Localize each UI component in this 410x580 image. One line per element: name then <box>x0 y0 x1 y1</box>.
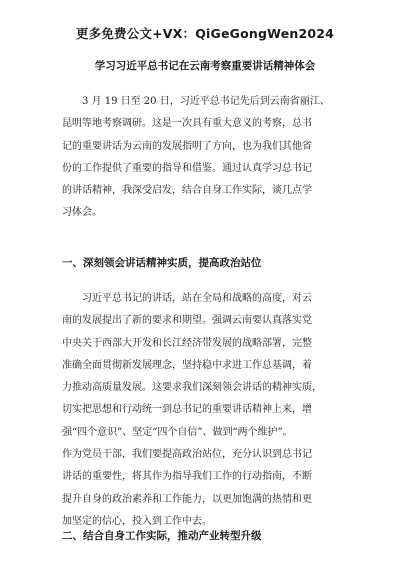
intro-line: 昆明等地考察调研。这是一次具有重大意义的考察，总书 <box>62 118 312 130</box>
intro-line: 份的工作提供了重要的指导和借鉴。通过认真学习总书记 <box>62 162 312 174</box>
promo-banner: 更多免费公文+VX：QiGeGongWen2024 <box>75 26 335 41</box>
intro-line: 3 月 19 日至 20 日，习近平总书记先后到云南省丽江、 <box>82 96 330 107</box>
paragraph-line: 作为党员干部，我们要提高政治站位，充分认识到总书记 <box>62 449 312 461</box>
paragraph-line: 南的发展提出了新的要求和期望。强调云南要认真落实党 <box>62 315 312 327</box>
paragraph-line: 习近平总书记的讲话，站在全局和战略的高度，对云 <box>82 293 312 304</box>
paragraph-line: 切实把思想和行动统一到总书记的重要讲话精神上来，增 <box>62 404 312 416</box>
paragraph-line: 讲话的重要性，将其作为指导我们工作的行动指南，不断 <box>62 471 312 483</box>
paragraph-line: 中央关于西部大开发和长江经济带发展的战略部署，完整 <box>62 337 312 349</box>
section-2-heading: 二、结合自身工作实际，推动产业转型升级 <box>62 530 262 542</box>
section-1-heading: 一、深刻领会讲话精神实质，提高政治站位 <box>62 257 262 269</box>
section-1-paragraph <box>62 288 354 533</box>
paragraph-line: 强“四个意识”、坚定“四个自信”、做到“两个维护”。 <box>62 426 293 438</box>
intro-line: 记的重要讲话为云南的发展指明了方向，也为我们其他省 <box>62 140 312 152</box>
document-title: 学习习近平总书记在云南考察重要讲话精神体会 <box>94 60 316 72</box>
paragraph-line: 提升自身的政治素养和工作能力，以更加饱满的热情和更 <box>62 493 312 505</box>
paragraph-line: 准确全面贯彻新发展理念，坚持稳中求进工作总基调，着 <box>62 359 312 371</box>
paragraph-line: 力推动高质量发展。这要求我们深刻领会讲话的精神实质， <box>62 382 322 394</box>
paragraph-line: 加坚定的信心，投入到工作中去。 <box>62 515 212 527</box>
intro-line: 的讲话精神，我深受启发，结合自身工作实际，谈几点学 <box>62 185 312 197</box>
intro-paragraph <box>62 91 354 225</box>
intro-line: 习体会。 <box>62 207 102 219</box>
